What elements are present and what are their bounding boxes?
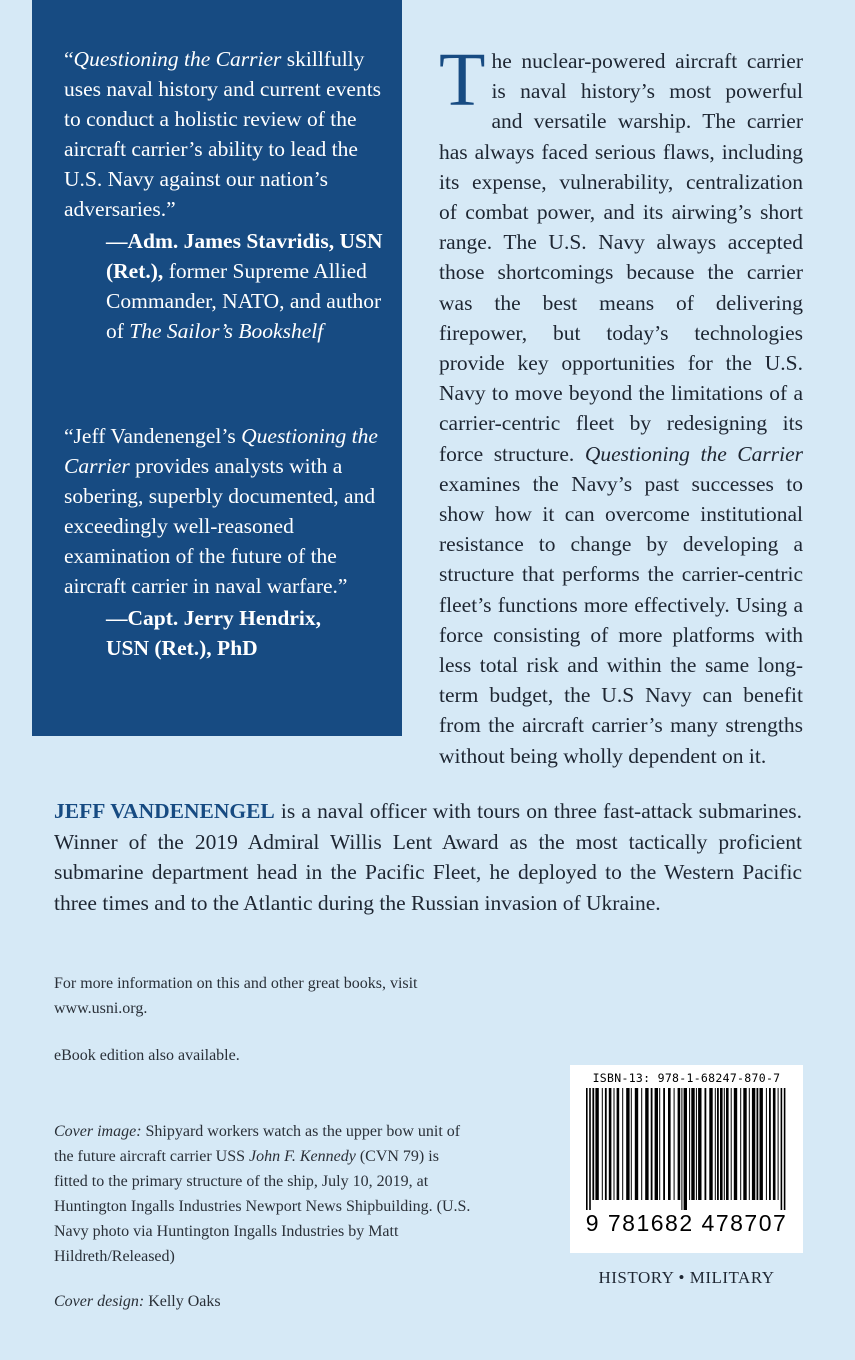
barcode-bar (595, 1088, 598, 1200)
endorsement-quote-2: “Jeff Vandenengel’s Questioning the Carrier provides analysts with a sobering, superbly documented, and exceedingly well-reasoned examination of the future of the aircraft carrier in naval warfare.” (64, 424, 378, 598)
barcode-bar (773, 1088, 776, 1200)
barcode-bar (674, 1088, 675, 1200)
barcode-bar (645, 1088, 648, 1200)
barcode-bar (734, 1088, 737, 1200)
barcode-bar (696, 1088, 697, 1200)
barcode-bar (740, 1088, 741, 1200)
barcode-bar (605, 1088, 607, 1200)
barcode-bar (752, 1088, 755, 1200)
barcode-bar (678, 1088, 681, 1200)
isbn-digits: 9 781682 478707 (585, 1210, 788, 1236)
barcode-bar (724, 1088, 725, 1200)
barcode-box (570, 1065, 803, 1253)
category-label: HISTORY • MILITARY (598, 1268, 775, 1287)
barcode-bar (586, 1088, 588, 1210)
barcode-bar (651, 1088, 653, 1200)
endorsements-panel (32, 0, 402, 736)
barcode-bar (769, 1088, 771, 1200)
barcode-bar (614, 1088, 615, 1200)
ebook-note: eBook edition also available. (54, 1047, 240, 1064)
cover-image-credit: Cover image: Shipyard workers watch as the upper bow unit of the future aircraft carrier USS John F. Kennedy (CVN 79) is fitted to the primary structure of the ship, July 10, 2019, at Huntington Ingalls Industries Newport News Shipbuilding. (U.S. Navy photo via Huntington Ingalls Industries by Matt Hildreth/Released) (54, 1123, 471, 1265)
barcode-bar (626, 1088, 629, 1200)
barcode-bar (617, 1088, 620, 1200)
barcode-bar (655, 1088, 658, 1200)
author-name: JEFF VANDENENGEL (54, 799, 275, 823)
endorsement-quote-1: “Questioning the Carrier skillfully uses naval history and current events to conduct a holistic review of the aircraft carrier’s ability to lead the U.S. Navy against our nation’s adversaries.” (64, 47, 382, 221)
barcode-bar (663, 1088, 665, 1200)
barcode-bar (602, 1088, 603, 1200)
barcode-bar (641, 1088, 642, 1200)
barcode-bar (781, 1088, 783, 1210)
barcode-bar (760, 1088, 763, 1200)
barcode (580, 1088, 793, 1210)
barcode-bar (691, 1088, 694, 1200)
endorsement-attribution-1: —Adm. James Stavridis, USN (Ret.), former Supreme Allied Commander, NATO, and author of The Sailor’s Bookshelf (106, 229, 383, 343)
book-title: Questioning the Carrier (64, 424, 378, 478)
barcode-bar (731, 1088, 732, 1200)
barcode-bar (635, 1088, 638, 1200)
barcode-bar (705, 1088, 707, 1200)
barcode-bar (749, 1088, 750, 1200)
barcode-bar (631, 1088, 632, 1200)
barcode-bar (609, 1088, 612, 1200)
barcode-bar (681, 1088, 682, 1210)
barcode-bar (689, 1088, 690, 1200)
book-title: Questioning the Carrier (73, 47, 282, 71)
barcode-bar (726, 1088, 729, 1200)
book-description: The nuclear-powered aircraft carrier is naval history’s most powerful and versatile warship. The carrier has always faced serious flaws, including its expense, vulnerability, centralization of combat power, and its airwing’s short range. The U.S. Navy always accepted those shortcomings because the carrier was the best means of delivering firepower, but today’s technologies provide key opportunities for the U.S. Navy to move beyond the limitations of a carrier-centric fleet by redesigning its force structure. Questioning the Carrier examines the Navy’s past successes to show how it can overcome institutional resistance to change by developing a structure that performs the carrier-centric fleet’s functions more effectively. Using a force consisting of more platforms with less total risk and within the same long-term budget, the U.S Navy can benefit from the aircraft carrier’s many strengths without being wholly dependent on it. (439, 38, 803, 768)
author-bio: JEFF VANDENENGEL is a naval officer with tours on three fast-attack submarines. Winner of the 2019 Admiral Willis Lent Award as the most tactically proficient submarine department head in the Pacific Fleet, he deployed to the Western Pacific three times and to the Atlantic during the Russian invasion of Ukraine. (54, 799, 802, 915)
more-info-text: For more information on this and other great books, visit www.usni.org. (54, 975, 418, 1017)
barcode-bar (698, 1088, 701, 1200)
barcode-bar (709, 1088, 712, 1200)
barcode-bar (717, 1088, 719, 1200)
barcode-bar (659, 1088, 660, 1200)
barcode-bar (668, 1088, 671, 1200)
barcode-bar (589, 1088, 591, 1210)
isbn-label: ISBN-13: 978-1-68247-870-7 (592, 1071, 781, 1085)
endorsement-attribution-2: —Capt. Jerry Hendrix, USN (Ret.), PhD (106, 606, 321, 660)
barcode-bar (622, 1088, 623, 1200)
drop-cap: T (439, 38, 486, 122)
barcode-bar (592, 1088, 594, 1200)
barcode-bar (720, 1088, 723, 1200)
barcode-bar (715, 1088, 716, 1200)
barcode-bar (684, 1088, 687, 1210)
cover-design-credit: Cover design: Kelly Oaks (54, 1293, 221, 1310)
barcode-bar (757, 1088, 759, 1200)
barcode-bar (743, 1088, 746, 1200)
barcode-bar (778, 1088, 779, 1200)
barcode-bar (766, 1088, 767, 1200)
barcode-bar (784, 1088, 786, 1210)
